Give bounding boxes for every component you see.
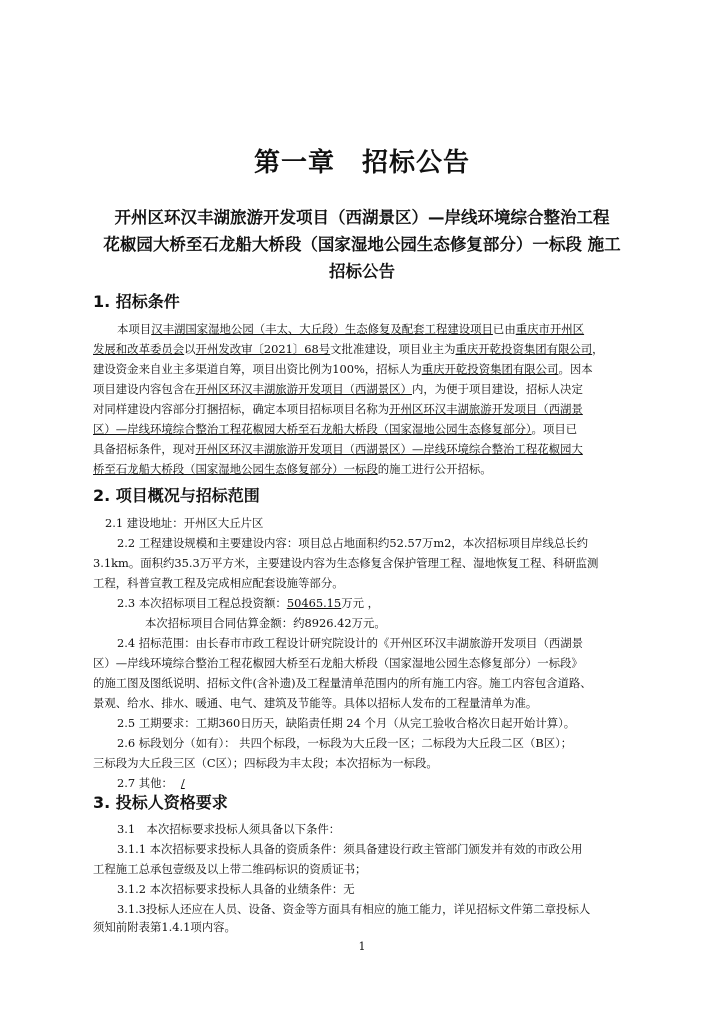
paragraph-line: 2.6 标段划分（如有）： 共四个标段，一标段为大丘段一区；二标段为大丘段二区（B区）； (117, 736, 573, 750)
paragraph-line: 3.1.2 本次招标要求投标人具备的业绩条件：无 (117, 882, 355, 896)
chapter-title: 第一章 招标公告 (253, 148, 470, 178)
notice-title-line-2: 花椒园大桥至石龙船大桥段（国家湿地公园生态修复部分）一标段 施工 (103, 235, 621, 254)
paragraph-line: 区）—岸线环境综合整治工程花椒园大桥至石龙船大桥段（国家湿地公园生态修复部分）一标段》 (93, 656, 583, 670)
section-2-heading: 2. 项目概况与招标范围 (93, 486, 260, 505)
paragraph-line: 3.1.3投标人还应在人员、设备、资金等方面具有相应的施工能力，详见招标文件第二章投标人 (117, 902, 591, 916)
paragraph-line: 的施工图及图纸说明、招标文件(含补遗)及工程量清单范围内的所有施工内容。施工内容包含道路、 (93, 676, 592, 690)
paragraph-line: 2.3 本次招标项目工程总投资额：50465.15万元 ， (117, 596, 379, 610)
paragraph-line: 2.5 工期要求：工期360日历天，缺陷责任期 24 个月（从完工验收合格次日起开始计算）。 (117, 716, 576, 730)
paragraph-line: 发展和改革委员会以开州发改审〔2021〕68号文批准建设，项目业主为重庆开乾投资集团有限公司， (93, 342, 604, 356)
notice-title-line-1: 开州区环汉丰湖旅游开发项目（西湖景区）—岸线环境综合整治工程 (114, 208, 610, 227)
paragraph-line: 三标段为大丘段三区（C区）；四标段为丰太段；本次招标为一标段。 (93, 756, 438, 770)
paragraph-line: 对同样建设内容部分打捆招标，确定本项目招标项目名称为开州区环汉丰湖旅游开发项目（西湖景 (93, 402, 583, 416)
paragraph-line: 桥至石龙船大桥段（国家湿地公园生态修复部分）一标段的施工进行公开招标。 (93, 462, 492, 476)
paragraph-line: 3.1.1 本次招标要求投标人具备的资质条件：须具备建设行政主管部门颁发并有效的市政公用 (117, 842, 583, 856)
paragraph-line: 3.1 本次招标要求投标人须具备以下条件： (117, 822, 341, 836)
paragraph-line: 3.1km。面积约35.3万平方米，主要建设内容为生态修复含保护管理工程、湿地恢复工程、科研监测 (93, 556, 599, 570)
paragraph-line: 2.7 其他： / (117, 776, 185, 790)
paragraph-line: 须知前附表第1.4.1项内容。 (93, 920, 236, 934)
paragraph-line: 建设资金来自业主多渠道自筹，项目出资比例为100%，招标人为重庆开乾投资集团有限公司。因本 (93, 362, 593, 376)
paragraph-line: 本次招标项目合同估算金额：约8926.42万元。 (145, 616, 386, 630)
paragraph-line: 2.1 建设地址：开州区大丘片区 (105, 516, 264, 530)
paragraph-line: 具备招标条件，现对开州区环汉丰湖旅游开发项目（西湖景区）—岸线环境综合整治工程花椒园大 (93, 442, 583, 456)
page-number: 1 (358, 940, 366, 953)
paragraph-line: 工程，科普宣教工程及完成相应配套设施等部分。 (93, 576, 344, 590)
paragraph-line: 景观、给水、排水、暖通、电气、建筑及节能等。具体以招标人发布的工程量清单为准。 (93, 696, 538, 710)
paragraph-line: 2.2 工程建设规模和主要建设内容：项目总占地面积约52.57万m2，本次招标项目岸线总长约 (117, 536, 589, 550)
paragraph-line: 本项目汉丰湖国家湿地公园（丰太、大丘段）生态修复及配套工程建设项目已由重庆市开州区 (117, 322, 585, 336)
notice-title-line-3: 招标公告 (329, 262, 395, 281)
paragraph-line: 项目建设内容包含在开州区环汉丰湖旅游开发项目（西湖景区）内，为便于项目建设，招标人决定 (93, 382, 583, 396)
paragraph-line: 2.4 招标范围：由长春市市政工程设计研究院设计的《开州区环汉丰湖旅游开发项目（西湖景 (117, 636, 583, 650)
paragraph-line: 区）—岸线环境综合整治工程花椒园大桥至石龙船大桥段（国家湿地公园生态修复部分）。项目已 (93, 422, 578, 436)
paragraph-line: 工程施工总承包壹级及以上带二维码标识的资质证书； (93, 862, 367, 876)
section-3-heading: 3. 投标人资格要求 (93, 793, 228, 812)
section-1-heading: 1. 招标条件 (93, 292, 180, 311)
